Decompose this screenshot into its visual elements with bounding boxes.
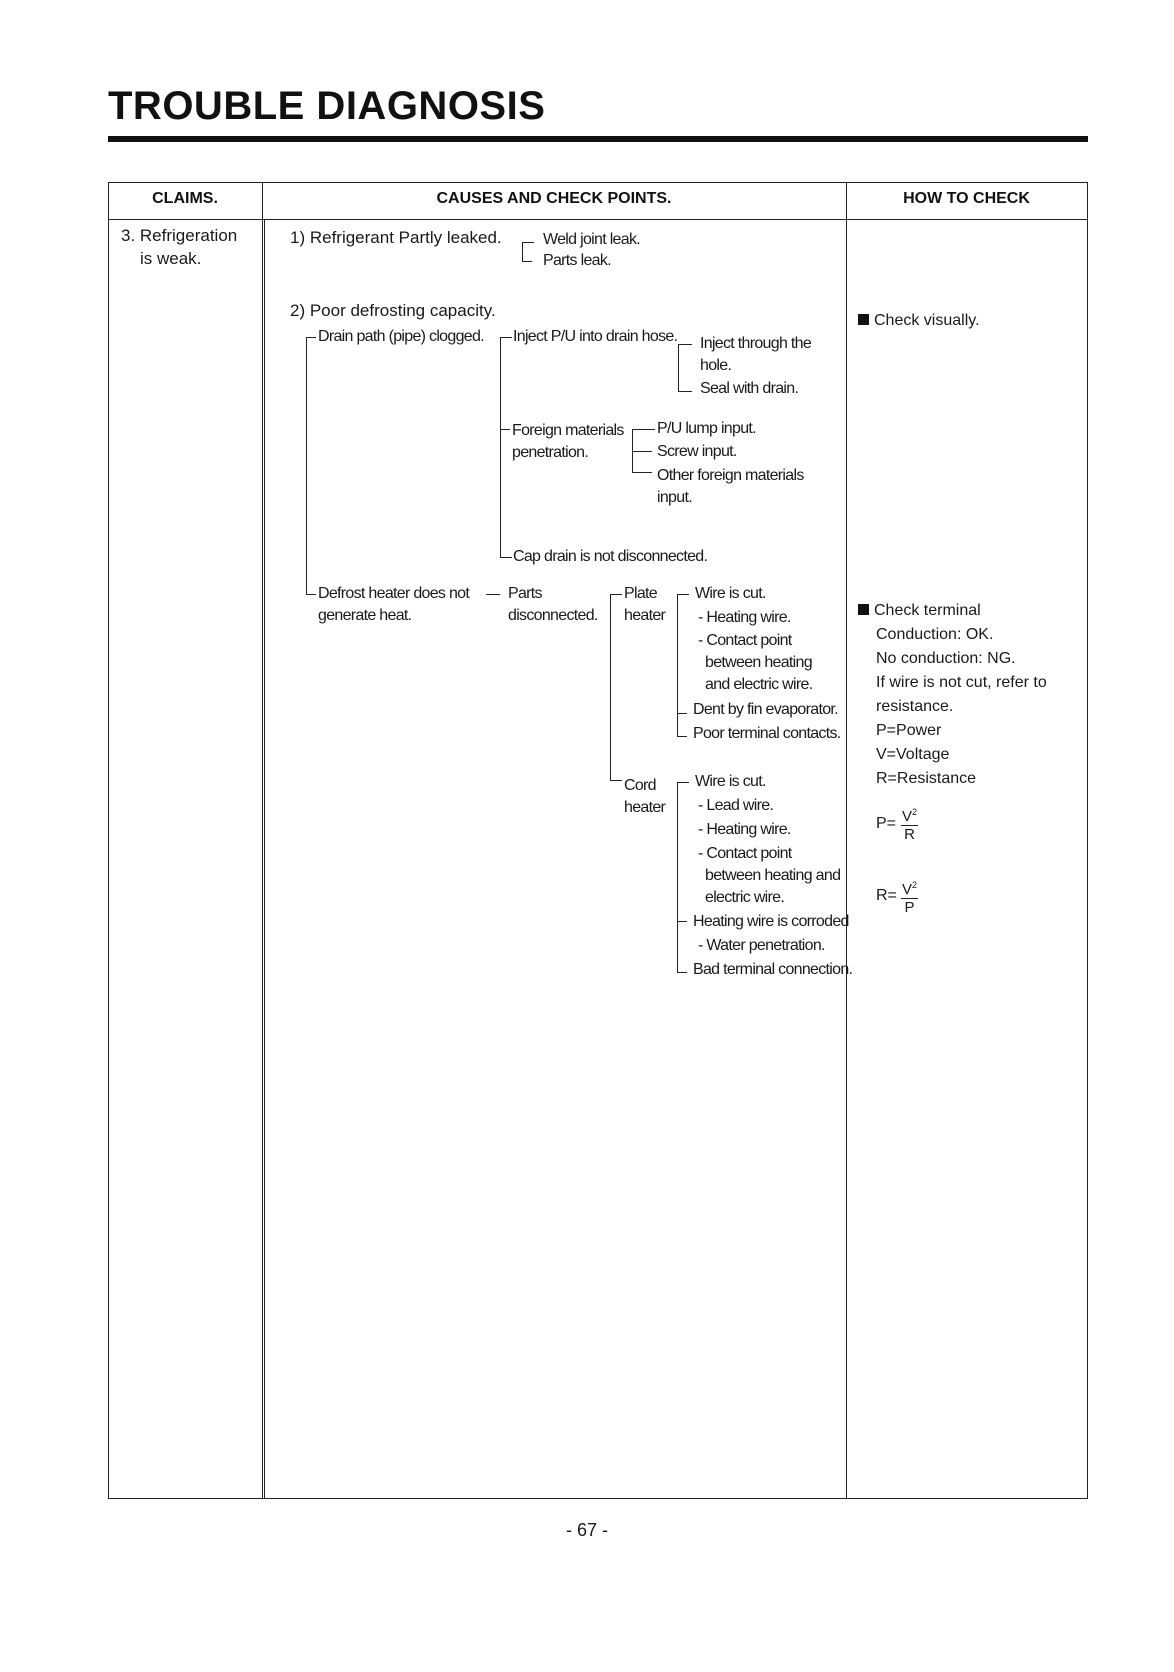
formula-1-numerator <box>901 804 918 826</box>
table-col-divider-2 <box>846 182 847 1499</box>
cord-label-1: Cord <box>624 777 656 794</box>
drain-tick-inject <box>500 337 512 338</box>
check-terminal-text: Check terminal <box>874 602 981 619</box>
cord-item-7: Heating wire is corroded <box>693 913 849 930</box>
formula-2-denominator: P <box>904 899 915 916</box>
formula-2-lhs: R= <box>876 887 897 904</box>
how-line-no-conduction: No conduction: NG. <box>876 650 1016 667</box>
table-border-left <box>108 182 109 1499</box>
parts-tick-plate <box>610 594 622 595</box>
inject-item-2: hole. <box>700 357 732 374</box>
cord-bracket-vert <box>677 782 678 973</box>
cause-1-item-weld: Weld joint leak. <box>543 231 641 248</box>
cause-2-label: 2) Poor defrosting capacity. <box>290 301 496 320</box>
inject-bracket-top <box>678 344 692 345</box>
page-number: - 67 - <box>565 1520 608 1540</box>
inject-item-3: Seal with drain. <box>700 380 799 397</box>
title-underline <box>108 136 1088 142</box>
plate-item-1: Wire is cut. <box>695 585 766 602</box>
parts-label-2: disconnected. <box>508 607 598 624</box>
inject-bracket-bottom <box>678 391 692 392</box>
how-line-r: R=Resistance <box>876 770 977 787</box>
cord-tick-corroded <box>677 921 687 922</box>
how-check-visually <box>858 312 980 330</box>
plate-item-5: and electric wire. <box>705 676 813 693</box>
cord-item-3: - Heating wire. <box>698 821 791 838</box>
bullet-icon <box>858 314 869 325</box>
table-header-divider <box>108 219 1088 220</box>
table-border-right <box>1087 182 1088 1499</box>
plate-label-1: Plate <box>624 585 657 602</box>
cord-label-2: heater <box>624 799 666 816</box>
foreign-label-2: penetration. <box>512 444 589 461</box>
how-check-terminal <box>858 602 981 620</box>
plate-item-3: - Contact point <box>698 632 792 649</box>
cord-item-5: between heating and <box>705 867 841 884</box>
inject-item-1: Inject through the <box>700 335 812 352</box>
parts-label-1: Parts <box>508 585 542 602</box>
table-border-bottom <box>108 1498 1088 1499</box>
plate-item-6: Dent by fin evaporator. <box>693 701 838 718</box>
how-line-conduction-ok: Conduction: OK. <box>876 626 994 643</box>
plate-item-7: Poor terminal contacts. <box>693 725 841 742</box>
formula-2-num-value: V <box>902 881 913 898</box>
foreign-item-1: P/U lump input. <box>657 420 756 437</box>
heater-label-1: Defrost heater does not <box>318 585 470 602</box>
how-line-voltage: V=Voltage <box>876 746 950 763</box>
table-col-divider-1 <box>262 182 263 1499</box>
formula-1-num-value: V <box>902 808 913 825</box>
plate-label-2: heater <box>624 607 666 624</box>
foreign-label-1: Foreign materials <box>512 422 624 439</box>
table-col-divider-inner <box>264 219 265 1498</box>
header-claims: CLAIMS. <box>152 190 218 207</box>
formula-2-numerator <box>901 877 918 899</box>
foreign-tick-screw <box>632 451 652 452</box>
parts-tick-cord <box>610 780 622 781</box>
drain-tick-cap <box>500 557 512 558</box>
cause-1-bracket-top <box>522 242 534 243</box>
formula-1-exponent: 2 <box>912 807 918 817</box>
plate-item-4: between heating <box>705 654 812 671</box>
bullet-icon <box>858 604 869 615</box>
cause-1-label: 1) Refrigerant Partly leaked. <box>290 228 502 247</box>
plate-tick-poor <box>677 736 687 737</box>
trunk-line <box>306 337 307 595</box>
cord-item-2: - Lead wire. <box>698 797 774 814</box>
check-visually-text: Check visually. <box>874 312 980 329</box>
formula-1-fraction <box>901 804 918 843</box>
parts-bracket-line <box>610 594 611 781</box>
cord-item-1: Wire is cut. <box>695 773 766 790</box>
trunk-tick-drain <box>306 337 316 338</box>
header-causes: CAUSES AND CHECK POINTS. <box>436 190 672 207</box>
foreign-bracket-top <box>632 429 655 430</box>
cause-1-item-parts: Parts leak. <box>543 252 611 269</box>
inject-bracket-vert <box>678 344 679 392</box>
how-line-resistance: resistance. <box>876 698 954 715</box>
formula-2-exponent: 2 <box>912 880 918 890</box>
plate-item-2: - Heating wire. <box>698 609 791 626</box>
plate-bracket-vert <box>677 594 678 736</box>
drain-tick-foreign <box>500 429 510 430</box>
inject-label: Inject P/U into drain hose. <box>513 328 678 345</box>
cord-item-9: Bad terminal connection. <box>693 961 853 978</box>
cause-1-bracket-bottom <box>522 261 532 262</box>
heater-dash <box>486 594 500 595</box>
drain-bracket-line <box>500 337 501 558</box>
plate-tick-wire <box>677 594 689 595</box>
foreign-item-2: Screw input. <box>657 443 737 460</box>
foreign-item-3: Other foreign materials <box>657 467 804 484</box>
formula-2-fraction <box>901 877 918 916</box>
foreign-item-4: input. <box>657 489 692 506</box>
claim-line-2: is weak. <box>140 249 202 268</box>
cord-tick-wire <box>677 782 689 783</box>
how-line-power: P=Power <box>876 722 942 739</box>
cap-drain: Cap drain is not disconnected. <box>513 548 708 565</box>
claim-line-1: 3. Refrigeration <box>121 226 238 245</box>
cord-tick-bad <box>677 972 687 973</box>
foreign-bracket-bottom <box>632 472 652 473</box>
table-border-top <box>108 182 1088 183</box>
header-how-to-check: HOW TO CHECK <box>903 190 1030 207</box>
cord-item-8: - Water penetration. <box>698 937 825 954</box>
cause-1-bracket-vert <box>522 242 523 261</box>
how-line-refer: If wire is not cut, refer to <box>876 674 1047 691</box>
formula-1-denominator: R <box>904 826 915 843</box>
heater-label-2: generate heat. <box>318 607 412 624</box>
page-title: TROUBLE DIAGNOSIS <box>108 84 546 128</box>
plate-tick-dent <box>677 713 687 714</box>
trunk-tick-heater <box>306 594 316 595</box>
cord-item-6: electric wire. <box>705 889 785 906</box>
formula-1-lhs: P= <box>876 815 897 832</box>
cord-item-4: - Contact point <box>698 845 792 862</box>
drain-path-label: Drain path (pipe) clogged. <box>318 328 484 345</box>
